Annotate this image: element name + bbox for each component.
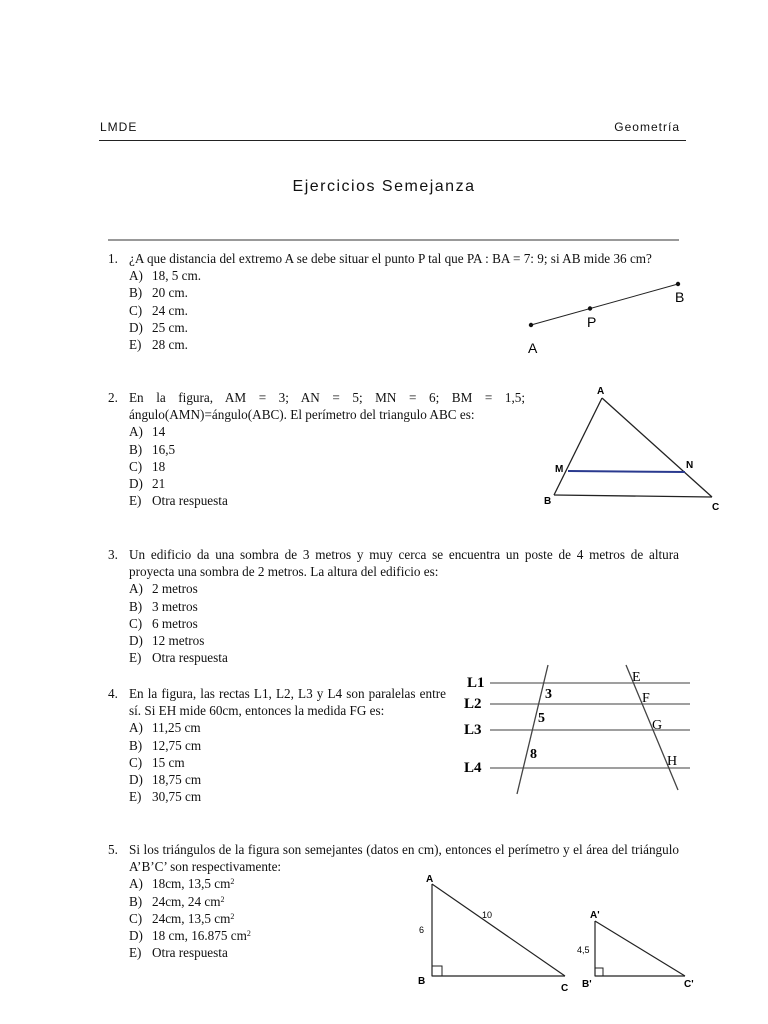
- option-a: A) 2 metros: [129, 581, 198, 597]
- question-number: 3.: [108, 547, 118, 562]
- label-g: G: [652, 718, 663, 733]
- label-e: E: [632, 670, 641, 685]
- label-c: C: [712, 502, 720, 513]
- figure-similar-triangles: [410, 870, 710, 995]
- option-e: E) Otra respuesta: [129, 945, 228, 961]
- label-p: P: [587, 314, 597, 330]
- header-divider: [99, 140, 686, 141]
- question-stem: Si los triángulos de la figura son semejantes (datos en cm), entonces el perímetro y el área del triángulo A’B’C’ son respectivamente:: [129, 842, 679, 875]
- label-l4: L4: [464, 760, 482, 776]
- option-c: C) 6 metros: [129, 615, 198, 631]
- option-a: A) 18, 5 cm.: [129, 268, 202, 284]
- option-d: D) 21: [129, 476, 166, 492]
- option-d: D) 12 metros: [129, 633, 205, 649]
- option-d: D) 25 cm.: [129, 319, 188, 335]
- label-c: C: [561, 983, 569, 994]
- question-stem: Un edificio da una sombra de 3 metros y muy cerca se encuentra un poste de 4 metros de altura proyecta una sombra de 2 metros. La altura del edificio es:: [129, 547, 679, 580]
- label-b-prime: B': [582, 979, 592, 990]
- label-f: F: [642, 691, 650, 706]
- option-c: C) 18: [129, 458, 166, 474]
- page-title: Ejercicios Semejanza: [292, 178, 476, 195]
- option-e: E) Otra respuesta: [129, 650, 228, 666]
- segment-5: 5: [538, 711, 545, 726]
- question-number: 4.: [108, 686, 118, 701]
- option-b: B) 12,75 cm: [129, 737, 202, 753]
- label-a-prime: A': [590, 910, 600, 921]
- option-a: A) 14: [129, 424, 166, 440]
- label-a: A: [528, 340, 538, 356]
- question-number: 2.: [108, 390, 118, 405]
- option-b: B) 16,5: [129, 441, 176, 457]
- question-number: 1.: [108, 251, 118, 266]
- option-c: C) 24cm, 13,5 $cm^2$: [129, 910, 235, 926]
- question-stem: En la figura, las rectas L1, L2, L3 y L4 son paralelas entre sí. Si EH mide 60cm, entonces la medida FG es:: [129, 686, 446, 719]
- label-l2: L2: [464, 696, 482, 712]
- label-l1: L1: [467, 675, 485, 691]
- label-m: M: [555, 464, 564, 475]
- header-left: LMDE: [100, 120, 138, 134]
- label-l3: L3: [464, 722, 482, 738]
- side-ab-prime: 4,5: [577, 945, 590, 955]
- label-a: A: [597, 386, 605, 397]
- header-right: Geometría: [614, 120, 680, 134]
- option-d: D) 18 cm, 16.875 $cm^2$: [129, 928, 251, 944]
- figure-parallel-lines: [460, 662, 695, 802]
- option-b: B) 20 cm.: [129, 285, 188, 301]
- question-2: [108, 389, 525, 509]
- option-e: E) 30,75 cm: [129, 789, 202, 805]
- option-b: B) 24cm, 24 $cm^2$: [129, 893, 225, 909]
- option-d: D) 18,75 cm: [129, 772, 202, 788]
- side-ac: 10: [482, 910, 493, 920]
- segment-3: 3: [545, 687, 552, 702]
- option-e: E) 28 cm.: [129, 337, 188, 353]
- label-b: B: [675, 289, 685, 305]
- label-h: H: [667, 754, 678, 769]
- label-a: A: [426, 874, 434, 885]
- segment-8: 8: [530, 747, 537, 762]
- figure-segment-ab: [520, 278, 695, 358]
- title-divider: [108, 239, 679, 241]
- figure-triangle-abc: [540, 382, 730, 514]
- option-c: C) 15 cm: [129, 754, 185, 770]
- option-a: A) 18cm, 13,5 $cm^2$: [129, 876, 235, 892]
- label-c-prime: C': [684, 979, 694, 990]
- label-n: N: [686, 460, 694, 471]
- label-b: B: [544, 496, 552, 507]
- label-b: B: [418, 976, 426, 987]
- option-c: C) 24 cm.: [129, 302, 188, 318]
- question-3: [108, 546, 679, 666]
- option-e: E) Otra respuesta: [129, 493, 228, 509]
- question-stem: En la figura, AM = 3; AN = 5; MN = 6; BM = 1,5; ángulo(AMN)=ángulo(ABC). El perímetro del triangulo ABC es:: [129, 390, 525, 423]
- question-stem: ¿A que distancia del extremo A se debe situar el punto P tal que PA : BA = 7: 9; si AB mide 36 cm?: [129, 251, 652, 266]
- question-number: 5.: [108, 842, 118, 857]
- option-a: A) 11,25 cm: [129, 720, 201, 736]
- question-4: [108, 685, 446, 805]
- option-b: B) 3 metros: [129, 598, 198, 614]
- side-ab: 6: [419, 925, 425, 935]
